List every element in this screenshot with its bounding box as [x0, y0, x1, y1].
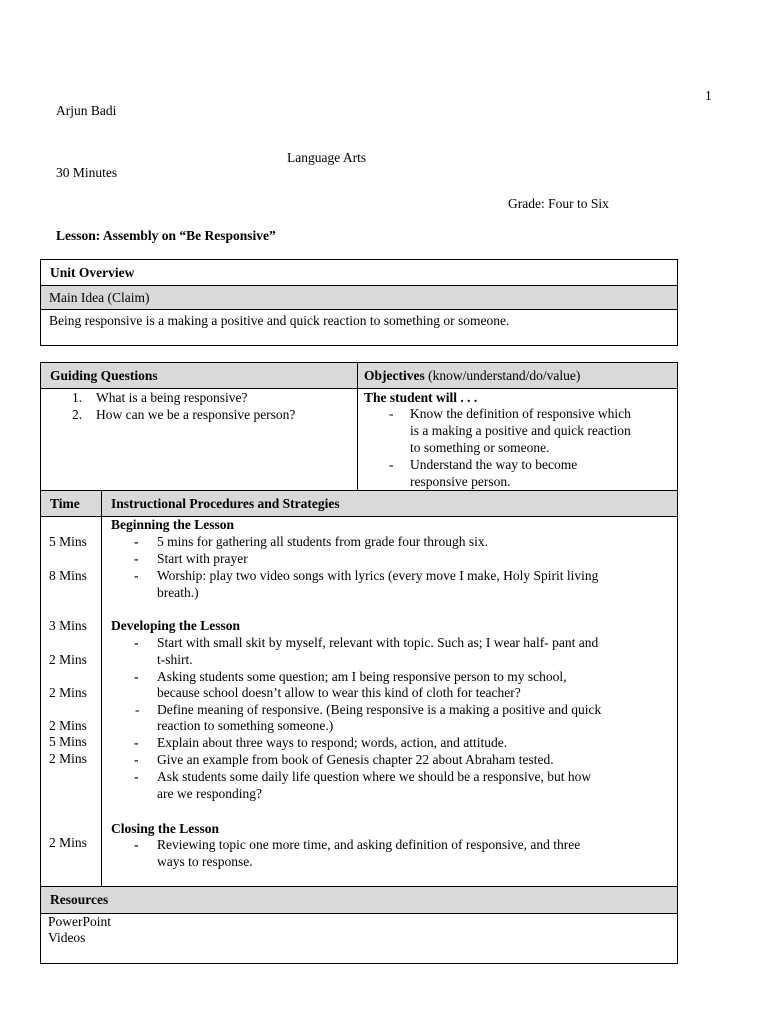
bullet-dash: - — [135, 702, 140, 717]
main-idea-text: Being responsive is a making a positive and quick reaction to something or someone. — [49, 313, 510, 328]
time-cell: 2 Mins — [49, 652, 87, 667]
bullet-dash: - — [134, 769, 139, 784]
objectives-lead: The student will . . . — [364, 390, 478, 405]
developing-item-4: Explain about three ways to respond; words, action, and attitude. — [157, 735, 508, 750]
developing-item-6-line-1: Ask students some daily life question where we should be a responsive, but how — [157, 769, 592, 784]
beginning-title: Beginning the Lesson — [111, 517, 235, 532]
closing-title: Closing the Lesson — [111, 821, 220, 836]
time-cell: 8 Mins — [49, 568, 87, 583]
time-cell: 3 Mins — [49, 618, 87, 633]
developing-item-3-line-1: Define meaning of responsive. (Being responsive is a making a positive and quick — [157, 702, 602, 717]
beginning-item-1: 5 mins for gathering all students from grade four through six. — [157, 534, 489, 549]
lesson-plan-table — [40, 362, 678, 964]
time-cell: 2 Mins — [49, 835, 87, 850]
developing-title: Developing the Lesson — [111, 618, 241, 633]
objective-1-line-1: Know the definition of responsive which — [410, 406, 631, 421]
objective-2-line-1: Understand the way to become — [410, 457, 578, 472]
main-idea-row — [41, 285, 677, 310]
objective-1-line-3: to something or someone. — [410, 440, 550, 455]
closing-item-1-line-1: Reviewing topic one more time, and asking definition of responsive, and three — [157, 837, 581, 852]
resource-item: Videos — [48, 930, 86, 945]
time-cell: 2 Mins — [49, 718, 87, 733]
time-cell: 2 Mins — [49, 751, 87, 766]
bullet-dash: - — [134, 635, 139, 650]
bullet-dash: - — [134, 837, 139, 852]
procedures-header: Instructional Procedures and Strategies — [111, 496, 340, 511]
resources-header-row — [41, 887, 677, 913]
unit-overview-table — [40, 259, 678, 346]
objective-1-line-2: is a making a positive and quick reaction — [410, 423, 631, 438]
bullet-dash: - — [134, 752, 139, 767]
developing-item-2-line-1: Asking students some question; am I being responsive person to my school, — [157, 669, 567, 684]
author-name: Arjun Badi — [56, 103, 117, 118]
beginning-item-2: Start with prayer — [157, 551, 248, 566]
developing-item-1-line-1: Start with small skit by myself, relevant with topic. Such as; I wear half- pant and — [157, 635, 599, 650]
objective-dash: - — [389, 457, 394, 472]
developing-item-2-line-2: because school doesn’t allow to wear this kind of cloth for teacher? — [157, 685, 521, 700]
beginning-item-3-line-2: breath.) — [157, 585, 199, 600]
guiding-questions-title: Guiding Questions — [50, 368, 158, 383]
developing-item-3-line-2: reaction to something someone.) — [157, 718, 334, 733]
objective-2-line-2: responsive person. — [410, 474, 511, 489]
objective-dash: - — [389, 406, 394, 421]
question-number-2: 2. — [72, 407, 83, 422]
question-2: How can we be a responsive person? — [96, 407, 296, 422]
grade: Grade: Four to Six — [508, 196, 609, 211]
bullet-dash: - — [134, 551, 139, 566]
resource-item: PowerPoint — [48, 914, 112, 929]
unit-overview-title: Unit Overview — [50, 265, 135, 280]
time-cell: 5 Mins — [49, 734, 87, 749]
time-cell: 2 Mins — [49, 685, 87, 700]
time-cell: 5 Mins — [49, 534, 87, 549]
closing-item-1-line-2: ways to response. — [157, 854, 253, 869]
objectives-title — [364, 368, 580, 384]
duration: 30 Minutes — [56, 165, 118, 180]
subject: Language Arts — [287, 150, 367, 165]
beginning-item-3-line-1: Worship: play two video songs with lyrics (every move I make, Holy Spirit living — [157, 568, 599, 583]
objectives-title-bold: Objectives — [364, 368, 425, 383]
bullet-dash: - — [134, 534, 139, 549]
question-number-1: 1. — [72, 390, 83, 405]
bullet-dash: - — [134, 669, 139, 684]
main-idea-label: Main Idea (Claim) — [49, 290, 150, 305]
lesson-title: Lesson: Assembly on “Be Responsive” — [56, 228, 276, 243]
developing-item-6-line-2: are we responding? — [157, 786, 262, 801]
bullet-dash: - — [134, 568, 139, 583]
developing-item-1-line-2: t-shirt. — [157, 652, 193, 667]
question-1: What is a being responsive? — [96, 390, 248, 405]
time-header: Time — [50, 496, 80, 511]
developing-item-5: Give an example from book of Genesis chapter 22 about Abraham tested. — [157, 752, 554, 767]
page-number: 1 — [705, 88, 712, 103]
resources-title: Resources — [50, 892, 109, 907]
objectives-title-rest: (know/understand/do/value) — [424, 368, 581, 383]
bullet-dash: - — [134, 735, 139, 750]
